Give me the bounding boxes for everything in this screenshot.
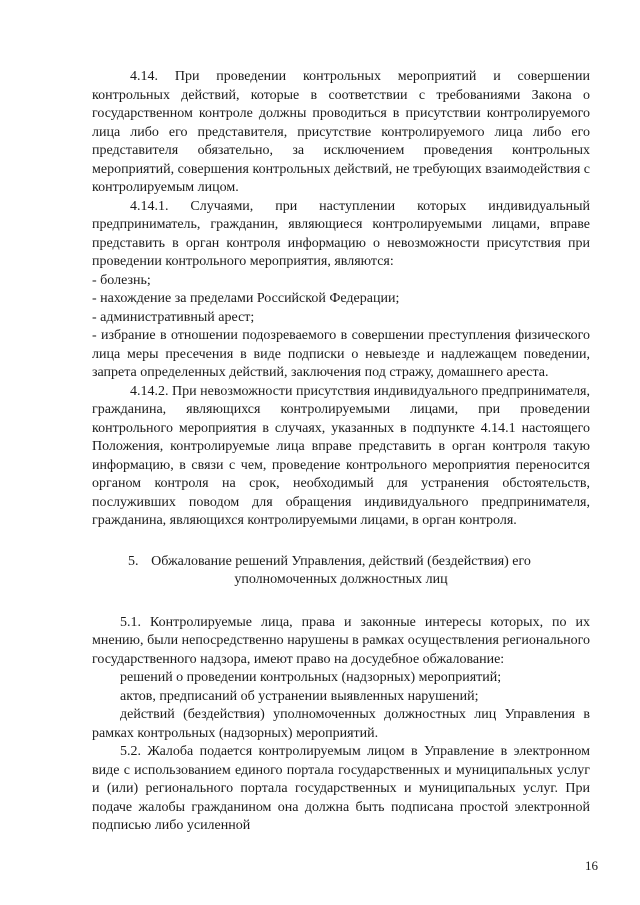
paragraph-4-14: 4.14. При проведении контрольных мероприятий и совершении контрольных действий, которые в соответствии с требованиями Закона о государственном контроле должны проводиться в присутствии контролируемого лица либо его представителя, присутствие контролируемого лица либо его представителя обязательно, за исключением проведения контрольных мероприятий, совершения контрольных действий, не требующих взаимодействия с контролируемым лицом. [92, 69, 590, 195]
appeal-item-decisions: решений о проведении контрольных (надзорных) мероприятий; [120, 670, 502, 685]
section-title-line1: Обжалование решений Управления, действий (бездействия) его [151, 553, 531, 569]
list-item-abroad: - нахождение за пределами Российской Федерации; [92, 291, 400, 306]
list-item-arrest: - административный арест; [92, 309, 255, 325]
page-body [92, 68, 590, 836]
paragraph-4-14-2: 4.14.2. При невозможности присутствия индивидуального предпринимателя, гражданина, являющихся контролируемыми лицами, при проведении контрольного мероприятия в случаях, указанных в подпункте 4.14.1 настоящего Положения, контролируемые лица вправе представить в орган контроля такую информацию, в связи с чем, проведение контрольного мероприятия переносится органом контроля на срок, необходимый для устранения обстоятельств, послуживших поводом для обращения индивидуального предпринимателя, гражданина, являющихся контролируемыми лицами, в орган контроля. [92, 383, 590, 528]
list-item-preventive-measure: - избрание в отношении подозреваемого в совершении преступления физического лица меры пресечения в виде подписки о невыезде и надлежащем поведении, запрета определенных действий, заключения под стражу, домашнего ареста. [92, 328, 590, 380]
appeal-item-actions: действий (бездействия) уполномоченных должностных лиц Управления в рамках контрольных (надзорных) мероприятий. [92, 707, 590, 741]
section-heading [92, 553, 590, 590]
paragraph-5-2: 5.2. Жалоба подается контролируемым лицом в Управление в электронном виде с использованием единого портала государственных и муниципальных услуг и (или) регионального портала государственных и муниципальных услуг. При подаче жалобы гражданином она должна быть подписана простой электронной подписью либо усиленной [92, 744, 590, 833]
paragraph-5-1: 5.1. Контролируемые лица, права и законные интересы которых, по их мнению, были непосредственно нарушены в рамках осуществления регионального государственного надзора, имеют право на досудебное обжалование: [92, 614, 590, 667]
section-title-line2: уполномоченных должностных лиц [234, 572, 448, 587]
appeal-item-acts: актов, предписаний об устранении выявленных нарушений; [120, 688, 479, 704]
paragraph-4-14-1: 4.14.1. Случаями, при наступлении которых индивидуальный предприниматель, гражданин, являющиеся контролируемыми лицами, вправе представить в орган контроля информацию о невозможности присутствия при проведении контрольного мероприятия, являются: [92, 198, 590, 269]
page-number: 16 [585, 858, 598, 873]
section-number: 5. [128, 553, 139, 569]
list-item-illness: - болезнь; [92, 272, 151, 288]
